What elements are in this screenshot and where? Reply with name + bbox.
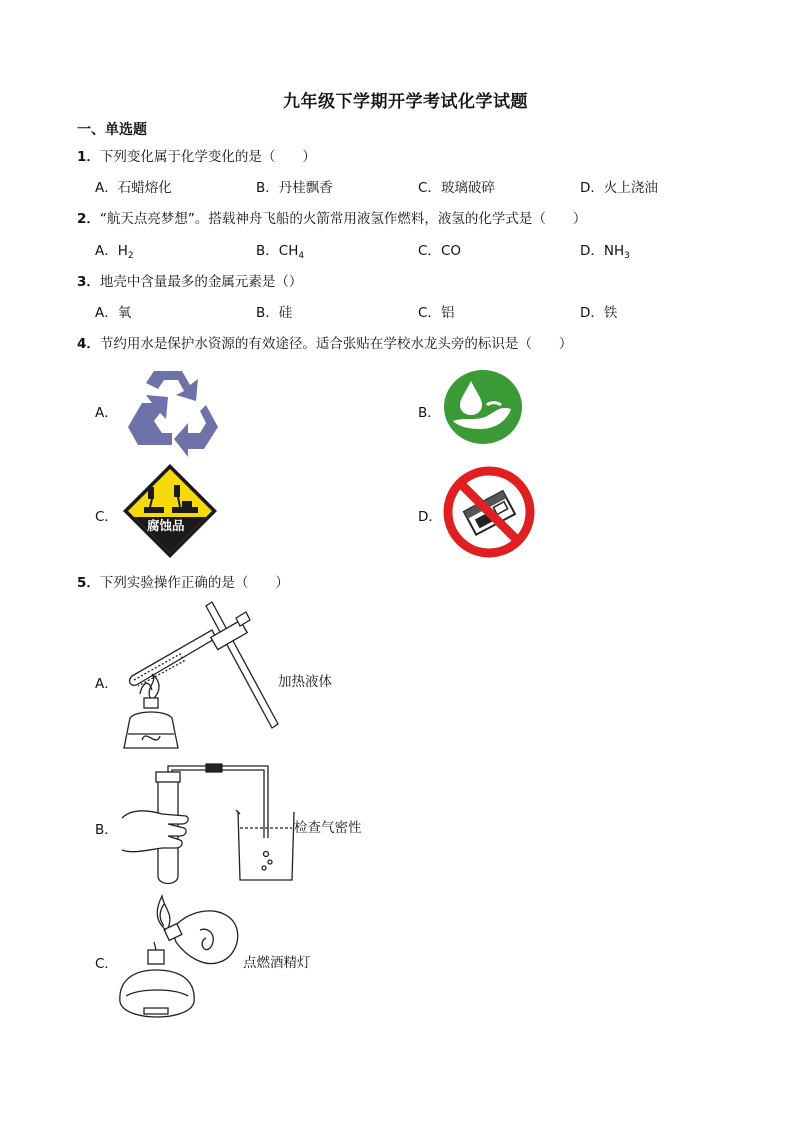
q5-option-b-caption: 检查气密性 [294, 820, 362, 836]
question-5-text: 下列实验操作正确的是（ ） [99, 575, 289, 591]
q1-option-a[interactable]: A．石蜡熔化 [95, 180, 172, 196]
q5-option-a-caption: 加热液体 [278, 674, 332, 690]
q4-option-d[interactable]: D． [418, 509, 442, 525]
recycle-icon [124, 367, 219, 451]
airtightness-check-illustration [118, 762, 298, 886]
q5-option-c[interactable]: C． [95, 956, 118, 972]
q4-option-b[interactable]: B． [418, 405, 441, 421]
question-2-text: “航天点亮梦想”。搭载神舟飞船的火箭常用液氢作燃料，液氢的化学式是（ ） [99, 211, 587, 227]
q2-option-b[interactable]: B．$CH_4$ [256, 243, 305, 261]
lighting-alcohol-lamp-illustration [114, 890, 246, 1030]
page-title: 九年级下学期开学考试化学试题 [283, 92, 528, 112]
q4-option-a[interactable]: A． [95, 405, 118, 421]
q5-option-c-caption: 点燃酒精灯 [243, 955, 311, 971]
heating-liquid-illustration [112, 598, 282, 756]
no-fire-icon [443, 466, 535, 558]
corrosive-hazard-icon [122, 463, 218, 559]
corrosive-label: 腐蚀品 [147, 518, 185, 533]
question-3: 3．地壳中含量最多的金属元素是（） [77, 274, 303, 290]
question-3-text: 地壳中含量最多的金属元素是（） [99, 274, 303, 290]
q2-option-d[interactable]: D．$NH_3$ [580, 243, 630, 261]
question-5: 5．下列实验操作正确的是（ ） [77, 575, 289, 591]
question-4: 4．节约用水是保护水资源的有效途径。适合张贴在学校水龙头旁的标识是（ ） [77, 336, 573, 352]
q1-option-b[interactable]: B．丹桂飘香 [256, 180, 333, 196]
question-1: 1．下列变化属于化学变化的是（ ） [77, 149, 316, 165]
q3-option-c[interactable]: C．铝 [418, 305, 455, 321]
q3-option-d[interactable]: D．铁 [580, 305, 618, 321]
q3-option-b[interactable]: B．硅 [256, 305, 293, 321]
q1-option-c[interactable]: C．玻璃破碎 [418, 180, 495, 196]
q5-option-b[interactable]: B． [95, 822, 118, 838]
q4-option-c[interactable]: C． [95, 509, 118, 525]
q2-option-c[interactable]: C．CO [418, 243, 461, 259]
q3-option-a[interactable]: A．氧 [95, 305, 132, 321]
section-heading: 一、单选题 [77, 122, 147, 138]
water-saving-icon [443, 369, 523, 445]
q1-option-d[interactable]: D．火上浇油 [580, 180, 658, 196]
question-4-text: 节约用水是保护水资源的有效途径。适合张贴在学校水龙头旁的标识是（ ） [99, 336, 573, 352]
question-1-text: 下列变化属于化学变化的是（ ） [99, 149, 316, 165]
question-2: 2．“航天点亮梦想”。搭载神舟飞船的火箭常用液氢作燃料，液氢的化学式是（ ） [77, 211, 587, 227]
q5-option-a[interactable]: A． [95, 676, 118, 692]
q2-option-a[interactable]: A．$H_2$ [95, 243, 134, 261]
